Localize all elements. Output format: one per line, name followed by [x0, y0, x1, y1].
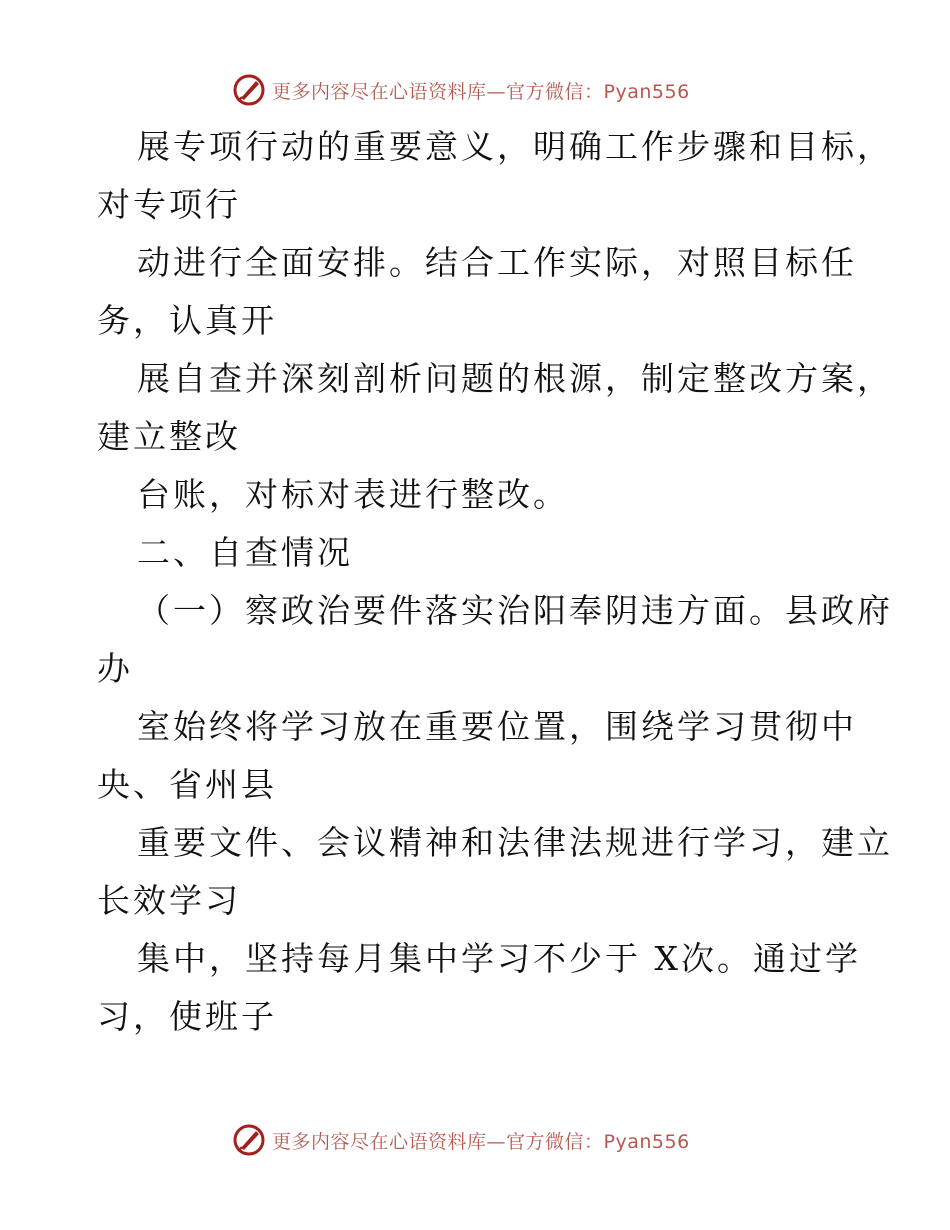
paragraph-line: 展自查并深刻剖析问题的根源，制定整改方案，	[137, 359, 893, 398]
paragraph	[97, 118, 893, 234]
watermark-label: 官方微信：	[506, 1130, 604, 1153]
watermark-label: 官方微信：	[506, 80, 604, 103]
paragraph-line: 央、省州县	[97, 765, 277, 804]
paragraph	[97, 930, 867, 1046]
paragraph-line: 办	[97, 649, 133, 688]
quill-logo-icon	[232, 1123, 266, 1157]
watermark-separator: —	[486, 1130, 507, 1153]
paragraph-line: 务，认真开	[97, 301, 277, 340]
footer-watermark	[232, 1120, 690, 1160]
paragraph	[97, 582, 893, 698]
watermark-wechat-id: Pyan556	[603, 1130, 690, 1153]
paragraph-line: （一）察政治要件落实治阳奉阴违方面。县政府	[137, 591, 893, 630]
watermark-text	[272, 1127, 690, 1154]
paragraph-line: 室始终将学习放在重要位置，围绕学习贯彻中	[137, 707, 857, 746]
paragraph	[97, 814, 893, 930]
quill-logo-icon	[232, 73, 266, 107]
paragraph-line: 集中，坚持每月集中学习不少于 X次。通过学	[137, 939, 861, 978]
paragraph-line: 建立整改	[97, 417, 241, 456]
paragraph-line: 习，使班子	[97, 997, 277, 1036]
paragraph	[97, 698, 867, 814]
paragraph-line: 二、自查情况	[137, 533, 353, 572]
paragraph-line: 台账，对标对表进行整改。	[137, 475, 569, 514]
watermark-wechat-id: Pyan556	[603, 80, 690, 103]
document-body	[97, 118, 893, 1046]
watermark-separator: —	[486, 80, 507, 103]
watermark-text	[272, 77, 690, 104]
header-watermark	[232, 70, 690, 110]
watermark-brand: 更多内容尽在心语资料库	[272, 80, 487, 103]
paragraph-line: 重要文件、会议精神和法律法规进行学习，建立	[137, 823, 893, 862]
paragraph-line: 对专项行	[97, 185, 241, 224]
paragraph	[97, 350, 893, 466]
section-heading	[97, 524, 867, 582]
paragraph-line: 展专项行动的重要意义，明确工作步骤和目标，	[137, 127, 893, 166]
paragraph	[97, 466, 867, 524]
paragraph-line: 长效学习	[97, 881, 241, 920]
watermark-brand: 更多内容尽在心语资料库	[272, 1130, 487, 1153]
paragraph-line: 动进行全面安排。结合工作实际，对照目标任	[137, 243, 857, 282]
paragraph	[97, 234, 867, 350]
